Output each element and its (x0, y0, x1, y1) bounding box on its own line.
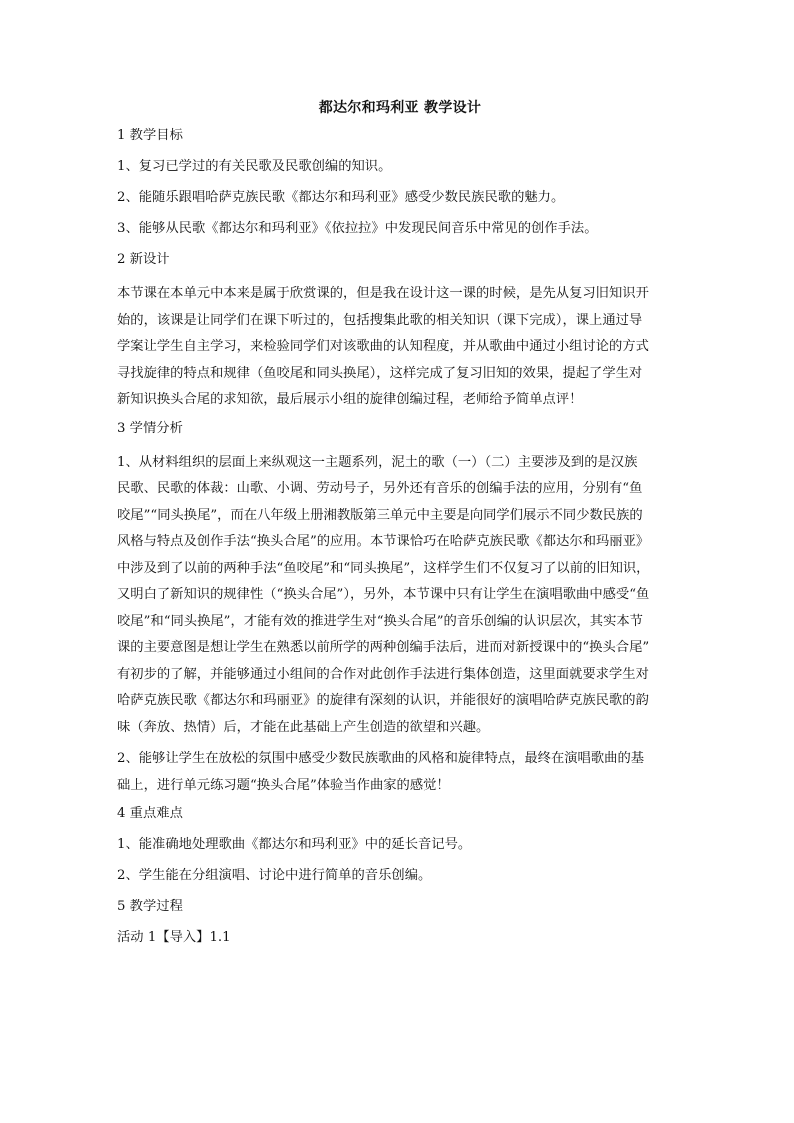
key-point-item-1: 1、能准确地处理歌曲《都达尔和玛利亚》中的延长音记号。 (117, 837, 472, 852)
paragraph-line: 础上，进行单元练习题“换头合尾”体验当作曲家的感觉！ (117, 777, 450, 793)
learner-analysis-paragraph-1 (117, 450, 683, 742)
section-heading-learner-analysis: 3 学情分析 (117, 420, 183, 436)
goal-item-1: 1、复习已学过的有关民歌及民歌创编的知识。 (117, 159, 392, 174)
paragraph-line: 始的，该课是让同学们在课下听过的，包括搜集此歌的相关知识（课下完成），课上通过导 (117, 312, 643, 328)
section-heading-new-design: 2 新设计 (117, 252, 170, 267)
section-heading-key-points: 4 重点难点 (117, 806, 183, 821)
paragraph-line: 味（奔放、热情）后，才能在此基础上产生创造的欲望和兴趣。 (117, 719, 490, 735)
paragraph-line: 寻找旋律的特点和规律（鱼咬尾和同头换尾），这样完成了复习旧知的效果，提起了学生对 (117, 365, 643, 381)
document-page (117, 98, 683, 959)
learner-analysis-paragraph-2 (117, 746, 683, 799)
paragraph-line: 学案让学生自主学习，来检验同学们对该歌曲的认知程度，并从歌曲中通过小组讨论的方式 (117, 339, 649, 354)
paragraph-line: 又明白了新知识的规律性（“换头合尾”），另外，本节课中只有让学生在演唱歌曲中感受“鱼 (117, 587, 650, 602)
paragraph-line: 哈萨克族民歌《都达尔和玛丽亚》的旋律有深刻的认识，并能很好的演唱哈萨克族民歌的韵 (117, 693, 649, 708)
paragraph-line: 中涉及到了以前的两种手法“鱼咬尾”和“同头换尾”，这样学生们不仅复习了以前的旧知识， (117, 560, 650, 576)
paragraph-line: 2、能够让学生在放松的氛围中感受少数民族歌曲的风格和旋律特点，最终在演唱歌曲的基 (117, 751, 645, 766)
goal-item-3: 3、能够从民歌《都达尔和玛利亚》《依拉拉》中发现民间音乐中常见的创作手法。 (117, 221, 598, 236)
paragraph-line: 咬尾”和“同头换尾”，才能有效的推进学生对“换头合尾”的音乐创编的认识层次，其实本节 (117, 613, 643, 629)
key-point-item-2: 2、学生能在分组演唱、讨论中进行简单的音乐创编。 (117, 868, 432, 883)
activity-heading: 活动 1【导入】1.1 (117, 930, 231, 945)
paragraph-line: 新知识换头合尾的求知欲，最后展示小组的旋律创编过程，老师给予简单点评！ (117, 392, 583, 407)
document-title: 都达尔和玛利亚 教学设计 (318, 100, 482, 116)
new-design-paragraph (117, 281, 683, 414)
section-heading-teaching-goals: 1 教学目标 (117, 128, 183, 143)
paragraph-line: 1、从材料组织的层面上来纵观这一主题系列，泥土的歌（一）（二）主要涉及到的是汉族 (117, 454, 638, 470)
section-heading-teaching-process: 5 教学过程 (117, 899, 183, 914)
paragraph-line: 本节课在本单元中本来是属于欣赏课的，但是我在设计这一课的时候，是先从复习旧知识开 (117, 286, 649, 301)
goal-item-2: 2、能随乐跟唱哈萨克族民歌《都达尔和玛利亚》感受少数民族民歌的魅力。 (117, 190, 565, 205)
paragraph-line: 咬尾”“同头换尾”，而在八年级上册湘教版第三单元中主要是向同学们展示不同少数民族的 (117, 507, 643, 523)
paragraph-line: 课的主要意图是想让学生在熟悉以前所学的两种创编手法后，进而对新授课中的“换头合尾” (117, 640, 650, 655)
paragraph-line: 有初步的了解，并能够通过小组间的合作对此创作手法进行集体创造，这里面就要求学生对 (117, 666, 649, 682)
paragraph-line: 风格与特点及创作手法“换头合尾”的应用。本节课恰巧在哈萨克族民歌《都达尔和玛丽亚》 (117, 534, 650, 549)
paragraph-line: 民歌、民歌的体裁：山歌、小调、劳动号子，另外还有音乐的创编手法的应用，分别有“鱼 (117, 481, 643, 496)
